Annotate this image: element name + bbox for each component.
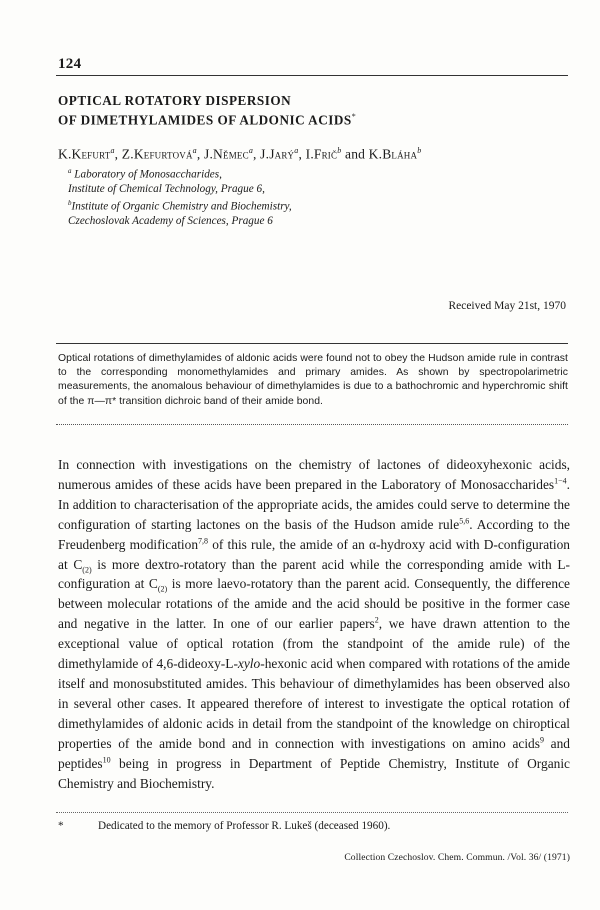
affiliation-b-line-2: Czechoslovak Academy of Sciences, Prague 6 — [68, 215, 273, 228]
author-name: K.Kefurt — [58, 146, 111, 162]
footnote-mark: * — [58, 820, 64, 832]
footnote-text: Dedicated to the memory of Professor R. Lukeš (deceased 1960). — [98, 820, 391, 832]
authors-and: and — [345, 146, 366, 162]
author-affil-mark: b — [337, 146, 342, 155]
author-affil-mark: a — [192, 146, 197, 155]
reference-mark: 2 — [374, 615, 379, 625]
author-affil-mark: a — [248, 146, 254, 155]
footnote — [58, 820, 568, 832]
title-line-2: OF DIMETHYLAMIDES OF ALDONIC ACIDS* — [58, 112, 357, 128]
author-affil-mark: a — [110, 146, 115, 155]
author-name: K.Bláha — [368, 146, 418, 162]
article-title — [58, 93, 558, 128]
author-name: I.Frič — [305, 146, 338, 162]
reference-mark: 10 — [102, 755, 111, 765]
title-line-1: OPTICAL ROTATORY DISPERSION — [58, 93, 292, 108]
abstract-top-rule — [56, 343, 568, 344]
affiliations — [68, 164, 548, 229]
header-rule — [56, 75, 568, 76]
journal-citation: Collection Czechoslov. Chem. Commun. /Vol. 36/ (1971) — [344, 852, 570, 863]
abstract: Optical rotations of dimethylamides of aldonic acids were found not to obey the Hudson amide rule in contrast to the corresponding monomethylamides and primary amides. As shown by spectropolarimetric measurements, the anomalous behaviour of dimethylamides is due to a bathochromic and hyperchromic shift of the π—π* transition dichroic band of their amide bond. — [58, 353, 568, 407]
author-affil-mark: a — [294, 146, 299, 155]
reference-mark: 5,6 — [459, 516, 470, 526]
title-footnote-mark: * — [351, 112, 357, 121]
page-number: 124 — [58, 56, 82, 72]
affiliation-b-line-1: $^b$Institute of Organic Chemistry and Biochemistry, — [68, 199, 292, 214]
reference-mark: 1−4 — [554, 476, 567, 486]
footnote-rule — [56, 812, 568, 813]
reference-mark: 7,8 — [198, 536, 209, 546]
author-affil-mark: b — [417, 146, 422, 155]
author-name: J.Němec — [204, 146, 249, 162]
author-name: J.Jarý — [260, 146, 295, 162]
body-paragraph: In connection with investigations on the chemistry of lactones of dideoxyhexonic acids, numerous amides of these acids have been prepared in the Laboratory of Monosaccharides$^{1-4}$. In addition to characterisation of the appropriate acids, the amides could serve to determine the configuration of starting lactones on the basis of the Hudson amide rule$^{5,6}$. According to the Freudenberg modification$^{7,8}$ of this rule, the amide of an α-hydroxy acid with D-configuration at $C_{(2)}$ is more dextro-rotatory than the parent acid while the corresponding amide with L-configuration at $C_{(2)}$ is more laevo-rotatory than the parent acid. Consequently, the difference between molecular rotations of the amide and the acid should be positive in the former case and negative in the latter. In one of our earlier papers$^2$, we have drawn attention to the exceptional value of optical rotation (from the standpoint of the amide rule) of the dimethylamide of 4,6-dideoxy-L-xylo-hexonic acid when compared with rotations of the amide itself and monosubstituted amides. This behaviour of dimethylamides has been observed also in several other cases. It appeared therefore of interest to investigate the optical rotation of dimethylamides of aldonic acids in detail from the standpoint of the knowledge on chiroptical properties of the amide bond and in connection with investigations on amino acids$^9$ and peptides$^{10}$ being in progress in Department of Peptide Chemistry, Institute of Organic Chemistry and Biochemistry. — [58, 457, 571, 791]
affiliation-a-line-1: $^a$ Laboratory of Monosaccharides, — [68, 167, 222, 181]
affiliation-a-line-2: Institute of Chemical Technology, Prague 6, — [68, 183, 265, 196]
author-name: Z.Kefurtová — [121, 146, 193, 162]
author-list: K.Kefurt$^a$, Z.Kefurtová$^a$, J.Němec$^a$, J.Jarý$^a$, I.Frič$^b$ and K.Bláha$^b$ — [58, 146, 422, 162]
abstract-bottom-rule — [56, 424, 568, 425]
received-date: Received May 21st, 1970 — [448, 300, 566, 312]
reference-mark: 9 — [539, 735, 544, 745]
